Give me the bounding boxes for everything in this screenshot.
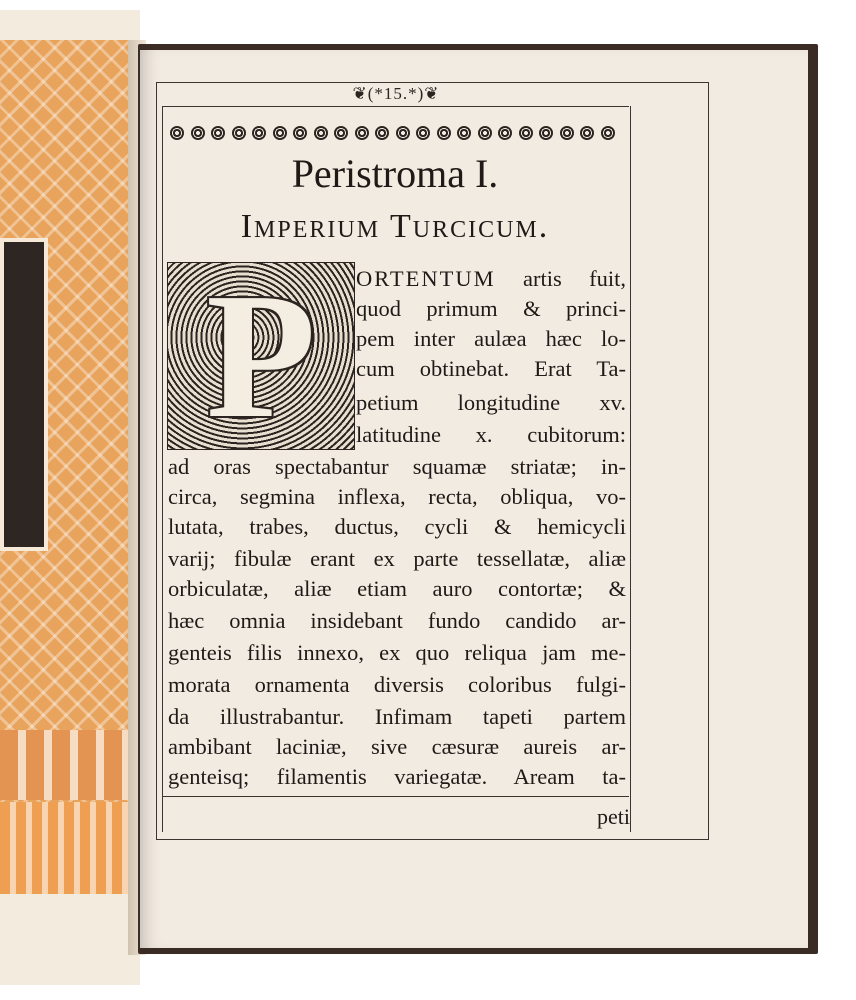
bottom-rule [162,796,629,797]
text-line: cum obtinebat. Erat Ta- [356,356,626,381]
text-line: lutata, trabes, ductus, cycli & hemicycli [168,514,626,539]
text-line: circa, segmina inflexa, recta, obliqua, vo- [168,484,626,509]
rosette-icon [560,126,574,140]
rosette-icon [478,126,492,140]
rosette-icon [191,126,205,140]
text-line: orbiculatæ, aliæ etiam auro contortæ; & [168,576,626,601]
text-line: ad oras spectabantur squamæ striatæ; in- [168,454,626,479]
rosette-icon [437,126,451,140]
rosette-icon [416,126,430,140]
text-line [356,266,626,292]
page-signature [336,84,456,104]
text-line: petium longitudine xv. [356,390,626,415]
text-line: hæc omnia insidebant fundo candido ar- [168,608,626,633]
text-line: genteisq; filamentis variegatæ. Aream ta- [168,764,626,789]
rosette-icon [498,126,512,140]
rosette-icon [539,126,553,140]
smallcaps-word: ORTENTUM [356,266,496,291]
text-line: genteis filis innexo, ex quo reliqua jam me- [168,640,626,665]
rosette-icon [170,126,184,140]
ornament-band [170,122,615,144]
text-line: morata ornamenta diversis coloribus fulgi- [168,672,626,697]
text-line: ambibant laciniæ, sive cæsuræ aureis ar- [168,734,626,759]
chapter-title: Peristroma I. [291,151,499,196]
rosette-icon [273,126,287,140]
signature-ornament-left-icon: ❦ [352,84,368,103]
textile-fringe [0,802,132,894]
textile-border-pattern [0,730,132,800]
rosette-icon [580,126,594,140]
rosette-icon [375,126,389,140]
text-line: latitudine x. cubitorum: [356,422,626,447]
catchword: peti [597,804,630,829]
rosette-icon [314,126,328,140]
text-line-content: artis fuit, [523,266,626,291]
chapter-subtitle: Imperium Turcicum. [240,208,550,245]
decorated-initial [167,256,355,455]
text-line: pem inter aulæa hæc lo- [356,326,626,351]
signature-ornament-right-icon: ❦ [424,84,440,103]
text-line: da illustrabantur. Infimam tapeti partem [168,704,626,729]
rosette-icon [519,126,533,140]
rosette-icon [355,126,369,140]
rosette-icon [232,126,246,140]
text-line: quod primum & princi- [356,296,626,321]
rosette-icon [211,126,225,140]
top-rule [162,106,629,107]
text-line: varij; fibulæ erant ex parte tessellatæ, aliæ [168,546,626,571]
rosette-icon [457,126,471,140]
signature-text: (*15.*) [367,84,425,103]
engraved-plate [0,238,48,551]
rosette-icon [334,126,348,140]
initial-letter: P [206,256,316,455]
rosette-icon [252,126,266,140]
rosette-icon [601,126,615,140]
rosette-icon [293,126,307,140]
rosette-icon [396,126,410,140]
